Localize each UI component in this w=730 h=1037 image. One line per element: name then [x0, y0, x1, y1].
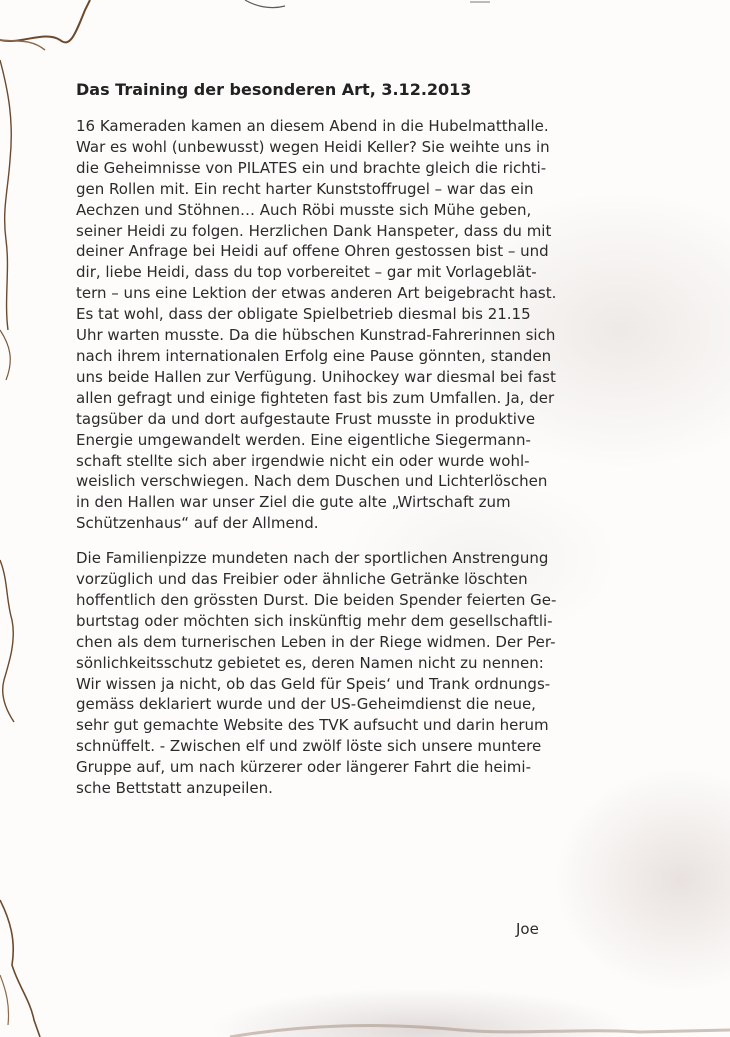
text-line: schaft stellte sich aber irgendwie nicht ein oder wurde wohl- — [76, 451, 530, 470]
text-line: Es tat wohl, dass der obligate Spielbetrieb diesmal bis 21.15 — [76, 305, 531, 324]
text-line: nach ihrem internationalen Erfolg eine Pause gönnten, standen — [76, 346, 552, 365]
text-line: Energie umgewandelt werden. Eine eigentliche Siegermann- — [76, 430, 531, 449]
text-line: War es wohl (unbewusst) wegen Heidi Keller? Sie weihte uns in — [76, 137, 550, 156]
text-line: Aechzen und Stöhnen… Auch Röbi musste sich Mühe geben, — [76, 200, 532, 219]
text-line: chen als dem turnerischen Leben in der Riege widmen. Der Per- — [76, 632, 556, 651]
text-line: tagsüber da und dort aufgestaute Frust musste in produktive — [76, 409, 536, 428]
text-line: hoffentlich den grössten Durst. Die beiden Spender feierten Ge- — [76, 590, 557, 609]
text-line: 16 Kameraden kamen an diesem Abend in die Hubelmatthalle. — [76, 117, 549, 135]
text-line: vorzüglich und das Freibier oder ähnliche Getränke löschten — [76, 570, 528, 589]
text-line: burtstag oder möchten sich inskünftig mehr dem gesellschaftli- — [76, 611, 553, 630]
article-title: Das Training der besonderen Art, 3.12.2013 — [76, 80, 472, 99]
text-line: Wir wissen ja nicht, ob das Geld für Speis‘ und Trank ordnungs- — [76, 674, 551, 693]
article — [76, 78, 656, 813]
text-line: gemäss deklariert wurde und der US-Geheimdienst die neue, — [76, 695, 536, 714]
paragraph-1 — [76, 116, 656, 534]
signature: Joe — [516, 920, 539, 938]
text-line: in den Hallen war unser Ziel die gute alte „Wirtschaft zum — [76, 493, 511, 512]
text-line: weislich verschwiegen. Nach dem Duschen und Lichterlöschen — [76, 472, 548, 491]
text-line: dir, liebe Heidi, dass du top vorbereitet – gar mit Vorlageblät- — [76, 263, 537, 282]
text-line: Schützenhaus“ auf der Allmend. — [76, 514, 319, 533]
text-line: sönlichkeitsschutz gebietet es, deren Namen nicht zu nennen: — [76, 653, 544, 672]
paragraph-2 — [76, 548, 656, 799]
text-line: sehr gut gemachte Website des TVK aufsucht und darin herum — [76, 716, 549, 735]
text-line: die Geheimnisse von PILATES ein und brachte gleich die richti- — [76, 158, 547, 177]
text-line: schnüffelt. - Zwischen elf und zwölf löste sich unsere muntere — [76, 737, 542, 756]
text-line: seiner Heidi zu folgen. Herzlichen Dank Hanspeter, dass du mit — [76, 221, 552, 240]
text-line: Gruppe auf, um nach kürzerer oder längerer Fahrt die heimi- — [76, 758, 531, 777]
text-line: tern – uns eine Lektion der etwas anderen Art beigebracht hast. — [76, 284, 557, 303]
text-line: uns beide Hallen zur Verfügung. Unihockey war diesmal bei fast — [76, 367, 556, 386]
text-line: gen Rollen mit. Ein recht harter Kunststoffrugel – war das ein — [76, 179, 534, 198]
text-line: sche Bettstatt anzupeilen. — [76, 779, 273, 798]
text-line: allen gefragt und einige fighteten fast bis zum Umfallen. Ja, der — [76, 388, 555, 407]
text-line: deiner Anfrage bei Heidi auf offene Ohren gestossen bist – und — [76, 242, 549, 261]
text-line: Die Familienpizze mundeten nach der sportlichen Anstrengung — [76, 549, 549, 568]
text-line: Uhr warten musste. Da die hübschen Kunstrad-Fahrerinnen sich — [76, 326, 556, 345]
